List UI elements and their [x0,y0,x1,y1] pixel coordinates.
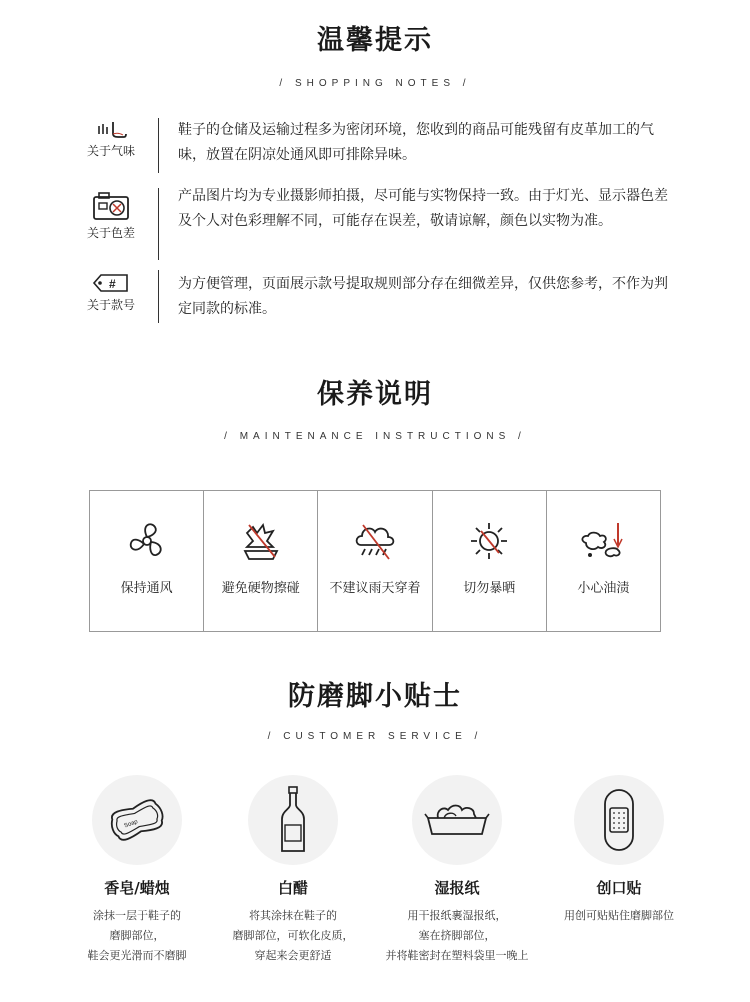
tip-soap-line: 鞋会更光滑而不磨脚 [87,949,187,962]
tip-bandaid-circle [574,775,664,865]
maintenance-item-rain [318,491,432,631]
maintenance-grid [89,490,661,632]
tip-newspaper [372,775,542,966]
band-aid-icon [599,788,639,852]
note-color [80,188,680,263]
soap-icon [106,797,168,843]
tip-bandaid [534,775,704,926]
tip-newspaper-line: 并将鞋密封在塑料袋里一晚上 [385,949,529,962]
tip-vinegar-line: 穿起来会更舒适 [254,949,332,962]
tip-soap [52,775,222,966]
tip-newspaper-line: 用干报纸裹湿报纸， [407,909,507,922]
tip-vinegar [208,775,378,966]
no-sun-icon [467,519,511,563]
tip-bandaid-name: 创口贴 [596,879,642,897]
tip-newspaper-desc [372,906,542,966]
note-style [80,270,680,325]
maintenance-item-hard-object [204,491,318,631]
note-color-label: 关于色差 [86,226,135,240]
note-style-divider [158,270,159,323]
maintenance-label-rain: 不建议雨天穿着 [329,581,421,596]
shopping-notes-subtitle: / SHOPPING NOTES / [279,78,471,89]
tip-soap-desc [52,906,222,966]
maintenance-label-hard-object: 避免硬物擦碰 [221,581,300,596]
tip-bandaid-desc [534,906,704,926]
maintenance-item-oil [547,491,660,631]
maintenance-label-sun: 切勿暴晒 [463,581,516,596]
customer-tips-subtitle: / CUSTOMER SERVICE / [267,731,483,742]
maintenance-item-sun [433,491,547,631]
tag-icon [91,272,131,294]
no-hard-object-icon [239,519,283,563]
tip-newspaper-circle [412,775,502,865]
oil-stain-icon [578,519,628,563]
tip-newspaper-name: 湿报纸 [434,879,480,897]
tip-vinegar-circle [248,775,338,865]
maintenance-label-ventilate: 保持通风 [120,581,173,596]
tip-vinegar-desc [208,906,378,966]
customer-tips-title: 防磨脚小贴士 [288,681,462,712]
svg-text:Soap: Soap [123,819,139,830]
note-smell-text: 鞋子的仓储及运输过程多为密闭环境，您收到的商品可能残留有皮革加工的气味，放置在阴凉处通风即可排除异味。 [178,122,654,163]
tip-newspaper-line: 塞在挤脚部位， [418,929,496,942]
note-color-divider [158,188,159,260]
shopping-notes-title: 温馨提示 [317,25,433,56]
maintenance-label-oil: 小心油渍 [577,581,630,596]
tip-vinegar-line: 磨脚部位，可软化皮质， [232,929,354,942]
tip-soap-name: 香皂/蜡烛 [104,879,170,897]
smell-icon [93,118,129,140]
tip-soap-line: 磨脚部位， [109,929,165,942]
note-color-icon-wrap [80,190,142,241]
maintenance-title: 保养说明 [317,379,433,410]
note-smell [80,118,680,178]
note-style-text: 为方便管理，页面展示款号提取规则部分存在细微差异，仅供您参考，不作为判定同款的标准。 [178,276,668,317]
tip-bandaid-line: 用创可贴贴住磨脚部位 [564,909,674,922]
note-smell-label: 关于气味 [86,144,135,158]
note-color-text: 产品图片均为专业摄影师拍摄，尽可能与实物保持一致。由于灯光、显示器色差及个人对色彩理解不同，可能存在误差，敬请谅解，颜色以实物为准。 [178,188,668,229]
note-style-label: 关于款号 [86,298,135,312]
maintenance-subtitle: / MAINTENANCE INSTRUCTIONS / [224,431,526,442]
camera-icon [91,190,131,222]
note-style-icon-wrap [80,272,142,313]
no-rain-icon [353,519,397,563]
wet-tissue-icon [424,800,490,840]
svg-text:#: # [109,277,116,291]
maintenance-item-ventilate [90,491,204,631]
note-smell-icon-wrap [80,118,142,159]
tip-vinegar-line: 将其涂抹在鞋子的 [249,909,337,922]
fan-icon [125,519,169,563]
tip-vinegar-name: 白醋 [277,879,308,897]
tip-soap-line: 涂抹一层于鞋子的 [93,909,181,922]
tip-soap-circle [92,775,182,865]
vinegar-bottle-icon [278,785,308,855]
note-smell-divider [158,118,159,173]
